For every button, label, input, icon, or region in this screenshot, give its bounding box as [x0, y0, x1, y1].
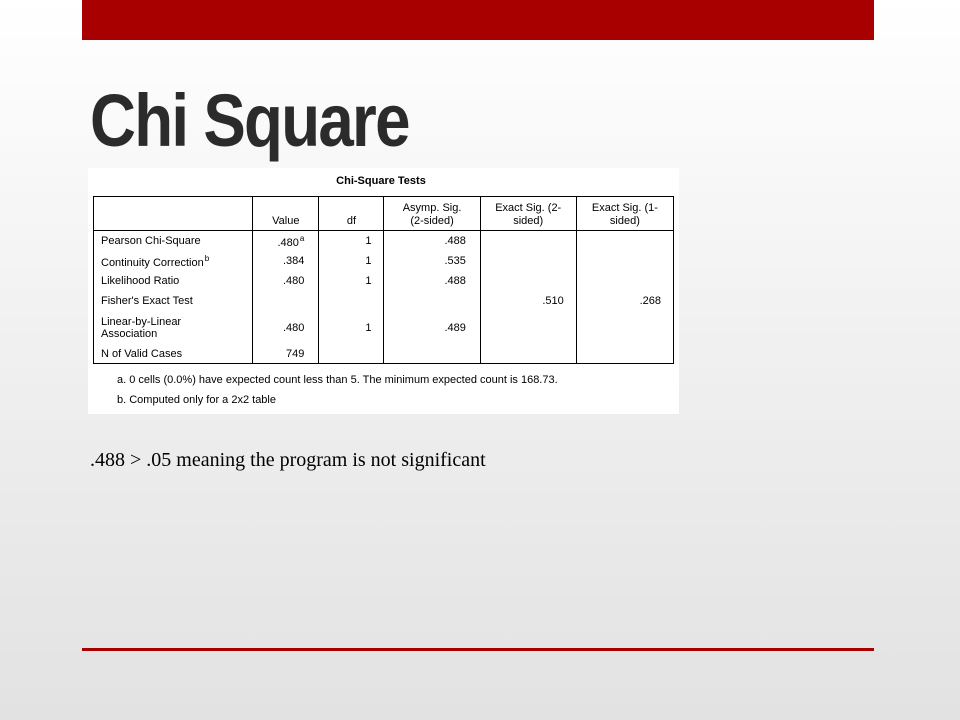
row-label: Fisher's Exact Test [94, 291, 253, 311]
cell-exact-sig-1 [576, 311, 673, 345]
cell-exact-sig-2 [480, 271, 576, 291]
cell-exact-sig-2: .510 [480, 291, 576, 311]
cell-exact-sig-2 [480, 231, 576, 252]
cell-asymp-sig [384, 291, 480, 311]
header-exact-sig-1-sided: Exact Sig. (1- sided) [576, 197, 673, 231]
table-row [94, 231, 674, 252]
table-row [94, 251, 674, 271]
slide-title: Chi Square [90, 79, 409, 162]
cell-df [319, 291, 384, 311]
footnote-b: b. Computed only for a 2x2 table [117, 394, 276, 406]
table-caption: Chi-Square Tests [336, 175, 426, 187]
table-row [94, 345, 674, 364]
cell-value: .480$^a$ [253, 231, 319, 252]
cell-empty [319, 345, 384, 364]
row-label: N of Valid Cases [94, 345, 253, 364]
cell-df: 1 [319, 251, 384, 271]
cell-asymp-sig: .488 [384, 271, 480, 291]
cell-df: 1 [319, 231, 384, 252]
cell-asymp-sig: .488 [384, 231, 480, 252]
cell-exact-sig-2 [480, 251, 576, 271]
table-header-row [94, 197, 674, 231]
cell-asymp-sig: .535 [384, 251, 480, 271]
cell-asymp-sig: .489 [384, 311, 480, 345]
cell-value: .384 [253, 251, 319, 271]
header-value: Value [253, 197, 319, 231]
cell-value: .480 [253, 271, 319, 291]
cell-exact-sig-1 [576, 231, 673, 252]
chi-square-table-panel [88, 168, 679, 414]
row-label: Likelihood Ratio [94, 271, 253, 291]
row-label: Continuity Correction$^b$ [94, 251, 253, 271]
cell-value: .480 [253, 311, 319, 345]
top-accent-bar [82, 0, 874, 40]
cell-empty [384, 345, 480, 364]
cell-value: 749 [253, 345, 319, 364]
footnote-marker: a [299, 234, 305, 243]
header-exact-sig-2-sided: Exact Sig. (2- sided) [480, 197, 576, 231]
bottom-accent-rule [82, 648, 874, 651]
conclusion-text: .488 > .05 meaning the program is not significant [90, 449, 486, 471]
cell-exact-sig-1 [576, 251, 673, 271]
table-row [94, 311, 674, 345]
header-asymp-sig: Asymp. Sig. (2-sided) [384, 197, 480, 231]
chi-square-tests-table [93, 196, 674, 364]
header-empty-cell [94, 197, 253, 231]
cell-exact-sig-1 [576, 271, 673, 291]
cell-exact-sig-1: .268 [576, 291, 673, 311]
header-df: df [319, 197, 384, 231]
cell-empty [480, 345, 576, 364]
row-label: Pearson Chi-Square [94, 231, 253, 252]
footnote-a: a. 0 cells (0.0%) have expected count less than 5. The minimum expected count is 168.73. [117, 374, 558, 386]
table-row [94, 291, 674, 311]
cell-df: 1 [319, 311, 384, 345]
row-label: Linear-by-Linear Association [94, 311, 253, 345]
table-row [94, 271, 674, 291]
cell-empty [576, 345, 673, 364]
footnote-marker: b [204, 254, 210, 263]
cell-df: 1 [319, 271, 384, 291]
cell-exact-sig-2 [480, 311, 576, 345]
cell-value [253, 291, 319, 311]
